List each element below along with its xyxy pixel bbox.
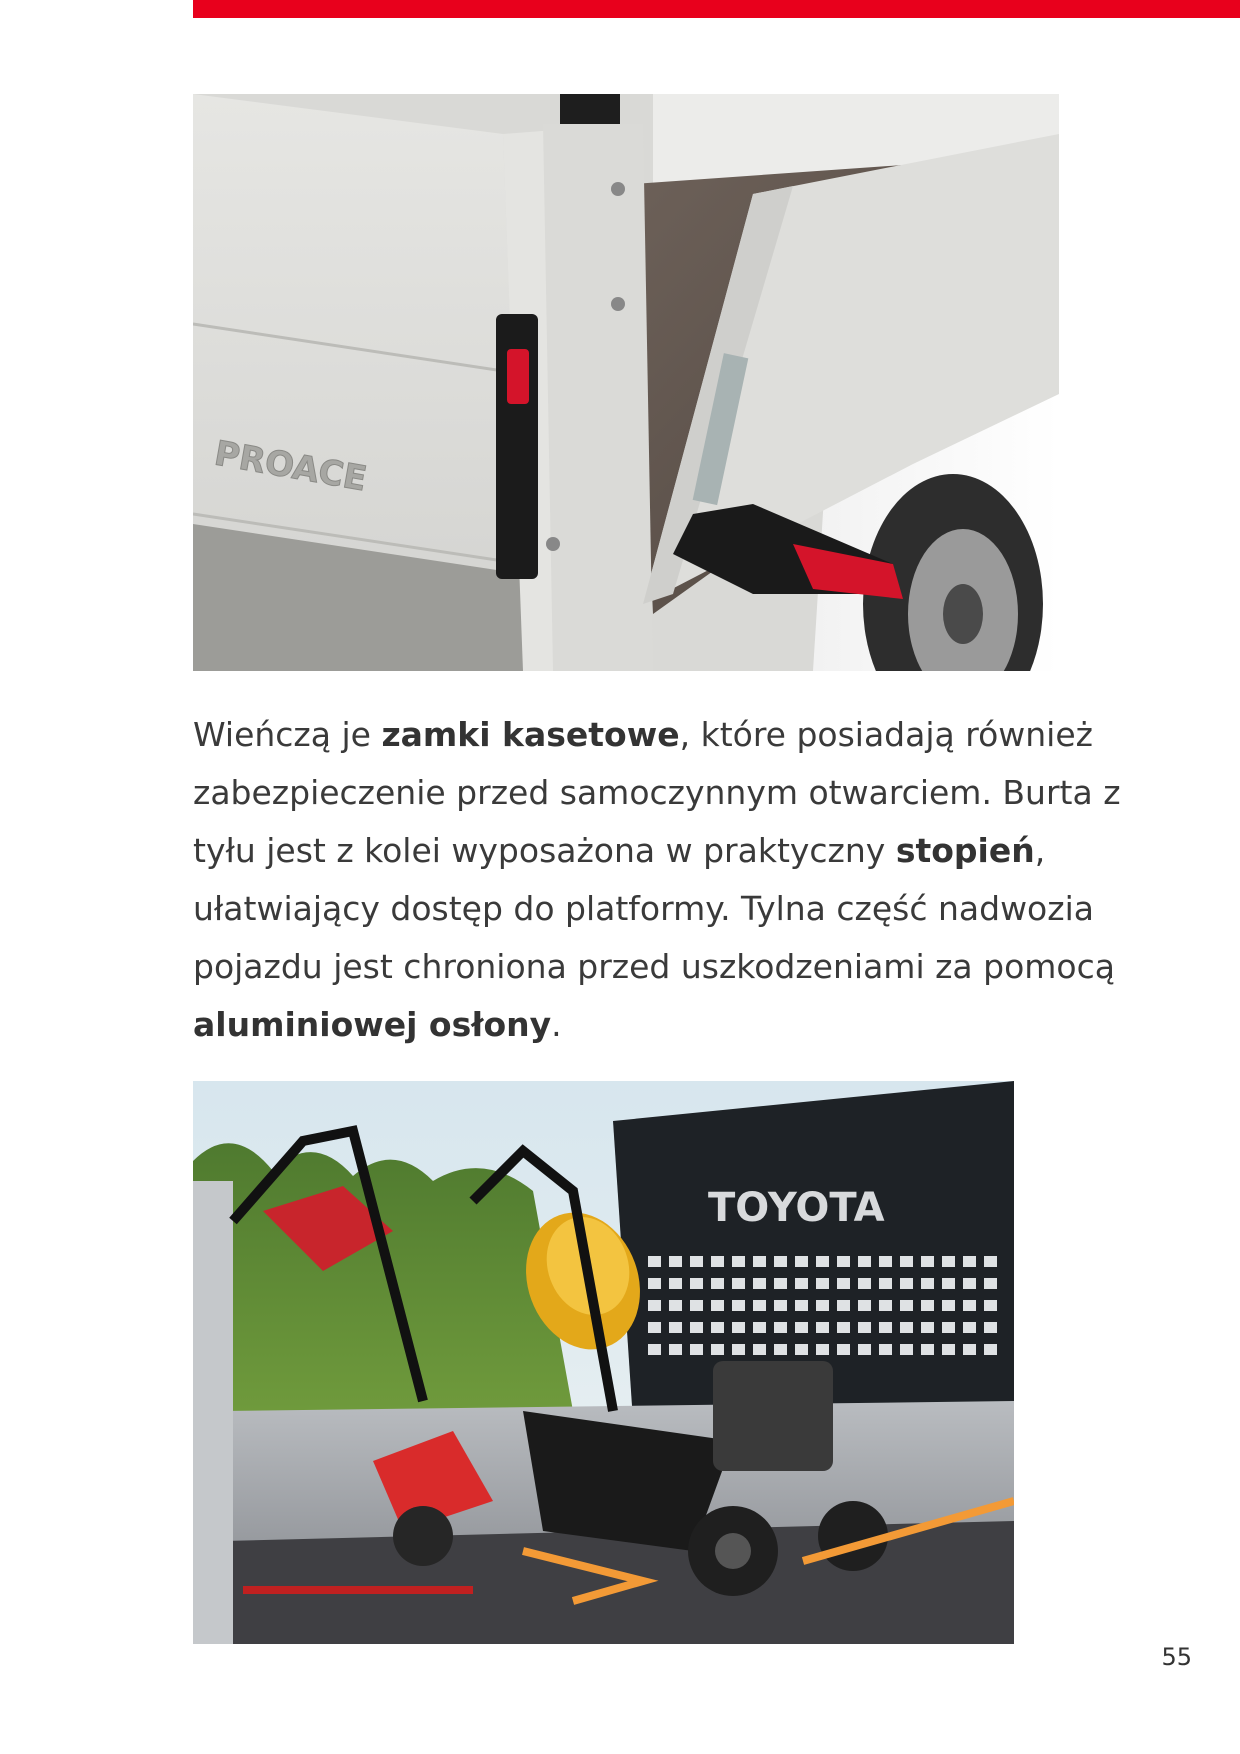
- headboard-perforation: [816, 1256, 829, 1267]
- headboard-perforation: [669, 1278, 682, 1289]
- headboard-perforation: [711, 1278, 724, 1289]
- headboard-perforation: [900, 1278, 913, 1289]
- bold-term-aluminium-guard: aluminiowej osłony: [193, 1005, 552, 1044]
- headboard-perforation: [921, 1278, 934, 1289]
- headboard-perforation: [690, 1256, 703, 1267]
- headboard-perforation: [816, 1322, 829, 1333]
- headboard-perforation: [921, 1322, 934, 1333]
- headboard-perforation: [858, 1300, 871, 1311]
- headboard-perforation: [774, 1256, 787, 1267]
- headboard-perforation: [669, 1300, 682, 1311]
- text-segment: , które posiadają również zabezpieczenie przed samoczynnym otwarciem. Burta z tyłu jest z kolei wyposażona w praktyczny: [193, 715, 1121, 870]
- headboard-perforation: [816, 1300, 829, 1311]
- headboard-perforation: [669, 1256, 682, 1267]
- headboard-perforation: [690, 1344, 703, 1355]
- headboard-perforation: [921, 1344, 934, 1355]
- headboard-perforation: [753, 1278, 766, 1289]
- text-segment: , ułatwiający dostęp do platformy. Tylna część nadwozia pojazdu jest chroniona przed uszkodzeniami za pomocą: [193, 831, 1115, 986]
- page-number: 55: [1161, 1643, 1192, 1671]
- headboard-perforation: [921, 1256, 934, 1267]
- headboard-perforation: [795, 1300, 808, 1311]
- headboard-perforation: [711, 1322, 724, 1333]
- headboard-perforation: [942, 1344, 955, 1355]
- headboard-perforation: [648, 1278, 661, 1289]
- headboard-perforation: [648, 1300, 661, 1311]
- headboard-perforation: [816, 1278, 829, 1289]
- headboard-perforation: [732, 1278, 745, 1289]
- headboard-perforation: [984, 1300, 997, 1311]
- headboard-perforation: [984, 1322, 997, 1333]
- headboard-perforation: [963, 1300, 976, 1311]
- headboard-perforation: [879, 1256, 892, 1267]
- headboard-perforation: [837, 1344, 850, 1355]
- headboard-perforation: [921, 1300, 934, 1311]
- headboard-perforation: [900, 1344, 913, 1355]
- headboard-perforation: [795, 1278, 808, 1289]
- headboard-perforation: [942, 1256, 955, 1267]
- headboard-perforation: [963, 1256, 976, 1267]
- headboard-perforation: [984, 1344, 997, 1355]
- headboard-perforation: [648, 1256, 661, 1267]
- bold-term-step: stopień: [895, 831, 1035, 870]
- photo-platform-load: [193, 1081, 1014, 1644]
- headboard-perforation: [690, 1300, 703, 1311]
- headboard-perforation: [858, 1322, 871, 1333]
- body-paragraph: [193, 706, 1143, 1054]
- embossed-brand-text: TOYOTA: [708, 1185, 885, 1231]
- headboard-perforation: [858, 1344, 871, 1355]
- headboard-perforation: [900, 1256, 913, 1267]
- headboard-perforation: [732, 1344, 745, 1355]
- headboard-perforation: [753, 1300, 766, 1311]
- headboard-perforation: [942, 1300, 955, 1311]
- headboard-perforation: [753, 1344, 766, 1355]
- headboard-perforation: [984, 1278, 997, 1289]
- headboard-perforation: [963, 1344, 976, 1355]
- headboard-perforation: [690, 1322, 703, 1333]
- headboard-perforation: [858, 1278, 871, 1289]
- headboard-perforation: [963, 1278, 976, 1289]
- headboard-perforation: [795, 1344, 808, 1355]
- headboard-perforation: [774, 1300, 787, 1311]
- headboard-perforation: [711, 1256, 724, 1267]
- headboard-perforation: [732, 1256, 745, 1267]
- bold-term-cassette-locks: zamki kasetowe: [381, 715, 680, 754]
- headboard-perforation: [984, 1256, 997, 1267]
- headboard-perforation: [774, 1344, 787, 1355]
- headboard-perforation: [879, 1300, 892, 1311]
- headboard-perforation: [837, 1256, 850, 1267]
- headboard-perforation: [879, 1344, 892, 1355]
- headboard-perforation: [711, 1344, 724, 1355]
- photo-platform-load-illustration: [193, 1081, 1014, 1644]
- headboard-perforation: [900, 1322, 913, 1333]
- text-segment: Wieńczą je: [193, 715, 382, 754]
- text-segment: .: [551, 1005, 562, 1044]
- headboard-perforation: [837, 1278, 850, 1289]
- headboard-perforation: [837, 1300, 850, 1311]
- headboard-perforation: [753, 1256, 766, 1267]
- headboard-perforation: [774, 1278, 787, 1289]
- headboard-perforation: [690, 1278, 703, 1289]
- headboard-perforation: [858, 1256, 871, 1267]
- headboard-perforation: [942, 1278, 955, 1289]
- headboard-perforation: [900, 1300, 913, 1311]
- headboard-perforation: [648, 1322, 661, 1333]
- headboard-perforation: [669, 1344, 682, 1355]
- headboard-perforation: [669, 1322, 682, 1333]
- headboard-perforation: [879, 1322, 892, 1333]
- headboard-perforation: [648, 1344, 661, 1355]
- top-accent-bar: [193, 0, 1240, 18]
- headboard-perforation: [942, 1322, 955, 1333]
- headboard-perforation: [753, 1322, 766, 1333]
- embossed-brand-text: PROACE: [211, 433, 370, 500]
- headboard-perforation: [795, 1322, 808, 1333]
- photo-cassette-lock: [193, 94, 1059, 671]
- headboard-perforation: [774, 1322, 787, 1333]
- headboard-perforation: [879, 1278, 892, 1289]
- headboard-perforation: [963, 1322, 976, 1333]
- headboard-perforation: [732, 1322, 745, 1333]
- headboard-perforation: [795, 1256, 808, 1267]
- headboard-perforation: [732, 1300, 745, 1311]
- headboard-perforation: [816, 1344, 829, 1355]
- headboard-perforation: [711, 1300, 724, 1311]
- headboard-perforation: [837, 1322, 850, 1333]
- photo-cassette-lock-illustration: [193, 94, 1059, 671]
